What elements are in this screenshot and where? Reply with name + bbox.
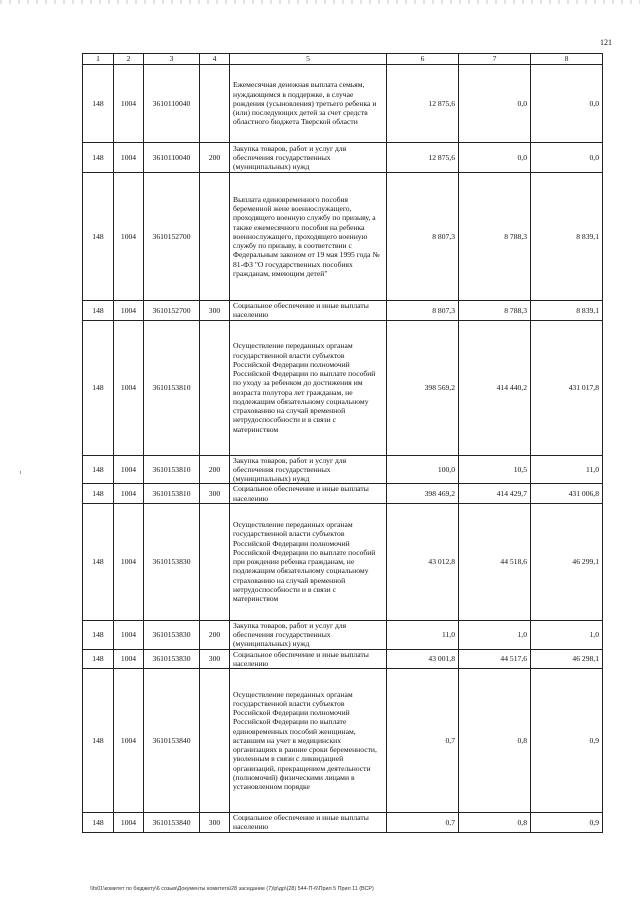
amount-col6-cell: 11,0 (387, 620, 459, 649)
description-cell: Закупка товаров, работ и услуг для обеспечения государственных (муниципальных) нужд (230, 620, 387, 649)
target-article-cell: 3610110040 (144, 65, 200, 143)
section-code-cell: 1004 (114, 320, 144, 455)
page-number: 121 (600, 38, 612, 47)
table-row (83, 65, 603, 143)
expense-type-cell: 300 (200, 301, 230, 321)
header-row (83, 54, 603, 65)
amount-col8-cell: 0,0 (531, 143, 603, 173)
table-row (83, 620, 603, 649)
target-article-cell: 3610153810 (144, 455, 200, 484)
expense-type-cell: 300 (200, 649, 230, 669)
description-cell: Осуществление переданных органам государственной власти субъектов Российской Федерации полномочий Российской Федерации по выплате пособий при рождении ребенка гражданам, не подлежащим обязательному социальному страхованию на случай временной нетрудоспособности и в связи с материнством (230, 503, 387, 620)
expense-type-cell: 300 (200, 813, 230, 833)
table-row (83, 669, 603, 813)
table-row (83, 143, 603, 173)
amount-col7-cell: 44 517,6 (459, 649, 531, 669)
ministry-code-cell: 148 (83, 65, 114, 143)
amount-col8-cell: 46 298,1 (531, 649, 603, 669)
target-article-cell: 3610153830 (144, 649, 200, 669)
description-cell: Социальное обеспечение и иные выплаты населению (230, 813, 387, 833)
section-code-cell: 1004 (114, 455, 144, 484)
table-row (83, 813, 603, 833)
column-header: 1 (83, 54, 114, 65)
table-row (83, 484, 603, 504)
column-header: 6 (387, 54, 459, 65)
column-header: 7 (459, 54, 531, 65)
amount-col6-cell: 100,0 (387, 455, 459, 484)
target-article-cell: 3610110040 (144, 143, 200, 173)
amount-col8-cell: 1,0 (531, 620, 603, 649)
expense-type-cell (200, 65, 230, 143)
scan-mark (20, 471, 21, 474)
amount-col8-cell: 8 839,1 (531, 173, 603, 301)
amount-col6-cell: 8 807,3 (387, 301, 459, 321)
ministry-code-cell: 148 (83, 649, 114, 669)
table-row (83, 455, 603, 484)
description-cell: Выплата единовременного пособия беременной жене военнослужащего, проходящего военную службу по призыву, а также ежемесячного пособия на ребенка военнослужащего, проходящего военную службу по призыву, в соответствии с Федеральным законом от 19 мая 1995 года № 81-ФЗ "О государственных пособиях гражданам, имеющим детей" (230, 173, 387, 301)
amount-col6-cell: 12 875,6 (387, 143, 459, 173)
ministry-code-cell: 148 (83, 301, 114, 321)
ministry-code-cell: 148 (83, 455, 114, 484)
budget-table (82, 53, 603, 833)
amount-col7-cell: 0,8 (459, 813, 531, 833)
ministry-code-cell: 148 (83, 813, 114, 833)
amount-col8-cell: 0,0 (531, 65, 603, 143)
amount-col8-cell: 46 299,1 (531, 503, 603, 620)
target-article-cell: 3610153810 (144, 320, 200, 455)
expense-type-cell: 200 (200, 455, 230, 484)
amount-col8-cell: 8 839,1 (531, 301, 603, 321)
ministry-code-cell: 148 (83, 503, 114, 620)
section-code-cell: 1004 (114, 143, 144, 173)
amount-col7-cell: 414 440,2 (459, 320, 531, 455)
amount-col7-cell: 8 788,3 (459, 301, 531, 321)
table-row (83, 301, 603, 321)
section-code-cell: 1004 (114, 813, 144, 833)
description-cell: Ежемесячная денежная выплата семьям, нуждающимся в поддержке, в случае рождения (усыновления) третьего ребенка и (или) последующих детей за счет средств областного бюджета Тверской области (230, 65, 387, 143)
description-cell: Социальное обеспечение и иные выплаты населению (230, 484, 387, 504)
expense-type-cell: 200 (200, 143, 230, 173)
amount-col8-cell: 0,9 (531, 813, 603, 833)
amount-col8-cell: 431 017,8 (531, 320, 603, 455)
section-code-cell: 1004 (114, 301, 144, 321)
amount-col6-cell: 12 875,6 (387, 65, 459, 143)
target-article-cell: 3610153810 (144, 484, 200, 504)
amount-col6-cell: 43 001,8 (387, 649, 459, 669)
scan-edge-artifact (0, 0, 640, 4)
section-code-cell: 1004 (114, 503, 144, 620)
expense-type-cell (200, 503, 230, 620)
ministry-code-cell: 148 (83, 484, 114, 504)
amount-col6-cell: 8 807,3 (387, 173, 459, 301)
amount-col7-cell: 0,0 (459, 143, 531, 173)
ministry-code-cell: 148 (83, 143, 114, 173)
target-article-cell: 3610153840 (144, 813, 200, 833)
column-header: 8 (531, 54, 603, 65)
amount-col6-cell: 43 012,8 (387, 503, 459, 620)
file-path-footer: \\fs01\комитет по бюджету\6 созыв\Документы комитета\28 заседание (7)\р\др\(28) 544-П-6\Прил 5 Прил 11 (ВСР) (90, 886, 374, 892)
amount-col7-cell: 0,0 (459, 65, 531, 143)
section-code-cell: 1004 (114, 669, 144, 813)
amount-col8-cell: 11,0 (531, 455, 603, 484)
column-header: 3 (144, 54, 200, 65)
amount-col7-cell: 414 429,7 (459, 484, 531, 504)
amount-col8-cell: 431 006,8 (531, 484, 603, 504)
description-cell: Социальное обеспечение и иные выплаты населению (230, 301, 387, 321)
amount-col6-cell: 0,7 (387, 813, 459, 833)
target-article-cell: 3610153840 (144, 669, 200, 813)
ministry-code-cell: 148 (83, 173, 114, 301)
description-cell: Осуществление переданных органам государственной власти субъектов Российской Федерации полномочий Российской Федерации по выплате пособий по уходу за ребенком до достижения им возраста полутора лет гражданам, не подлежащим обязательному социальному страхованию на случай временной нетрудоспособности и в связи с материнством (230, 320, 387, 455)
target-article-cell: 3610152700 (144, 301, 200, 321)
section-code-cell: 1004 (114, 484, 144, 504)
ministry-code-cell: 148 (83, 620, 114, 649)
column-header: 5 (230, 54, 387, 65)
section-code-cell: 1004 (114, 620, 144, 649)
target-article-cell: 3610152700 (144, 173, 200, 301)
target-article-cell: 3610153830 (144, 620, 200, 649)
table-row (83, 173, 603, 301)
section-code-cell: 1004 (114, 65, 144, 143)
column-header: 4 (200, 54, 230, 65)
amount-col7-cell: 10,5 (459, 455, 531, 484)
description-cell: Социальное обеспечение и иные выплаты населению (230, 649, 387, 669)
table-row (83, 503, 603, 620)
amount-col7-cell: 1,0 (459, 620, 531, 649)
ministry-code-cell: 148 (83, 320, 114, 455)
target-article-cell: 3610153830 (144, 503, 200, 620)
expense-type-cell (200, 173, 230, 301)
section-code-cell: 1004 (114, 649, 144, 669)
expense-type-cell: 200 (200, 620, 230, 649)
table-row (83, 649, 603, 669)
amount-col6-cell: 398 569,2 (387, 320, 459, 455)
expense-type-cell: 300 (200, 484, 230, 504)
amount-col7-cell: 0,8 (459, 669, 531, 813)
amount-col7-cell: 44 518,6 (459, 503, 531, 620)
amount-col7-cell: 8 788,3 (459, 173, 531, 301)
amount-col6-cell: 398 469,2 (387, 484, 459, 504)
amount-col8-cell: 0,9 (531, 669, 603, 813)
table-row (83, 320, 603, 455)
expense-type-cell (200, 320, 230, 455)
description-cell: Закупка товаров, работ и услуг для обеспечения государственных (муниципальных) нужд (230, 455, 387, 484)
description-cell: Осуществление переданных органам государственной власти субъектов Российской Федерации полномочий Российской Федерации по выплате единовременных пособий женщинам, вставшим на учет в медицинских организациях в ранние сроки беременности, уволенным в связи с ликвидацией организаций, прекращением деятельности (полномочий) физическими лицами в установленном порядке (230, 669, 387, 813)
ministry-code-cell: 148 (83, 669, 114, 813)
section-code-cell: 1004 (114, 173, 144, 301)
amount-col6-cell: 0,7 (387, 669, 459, 813)
description-cell: Закупка товаров, работ и услуг для обеспечения государственных (муниципальных) нужд (230, 143, 387, 173)
expense-type-cell (200, 669, 230, 813)
column-header: 2 (114, 54, 144, 65)
